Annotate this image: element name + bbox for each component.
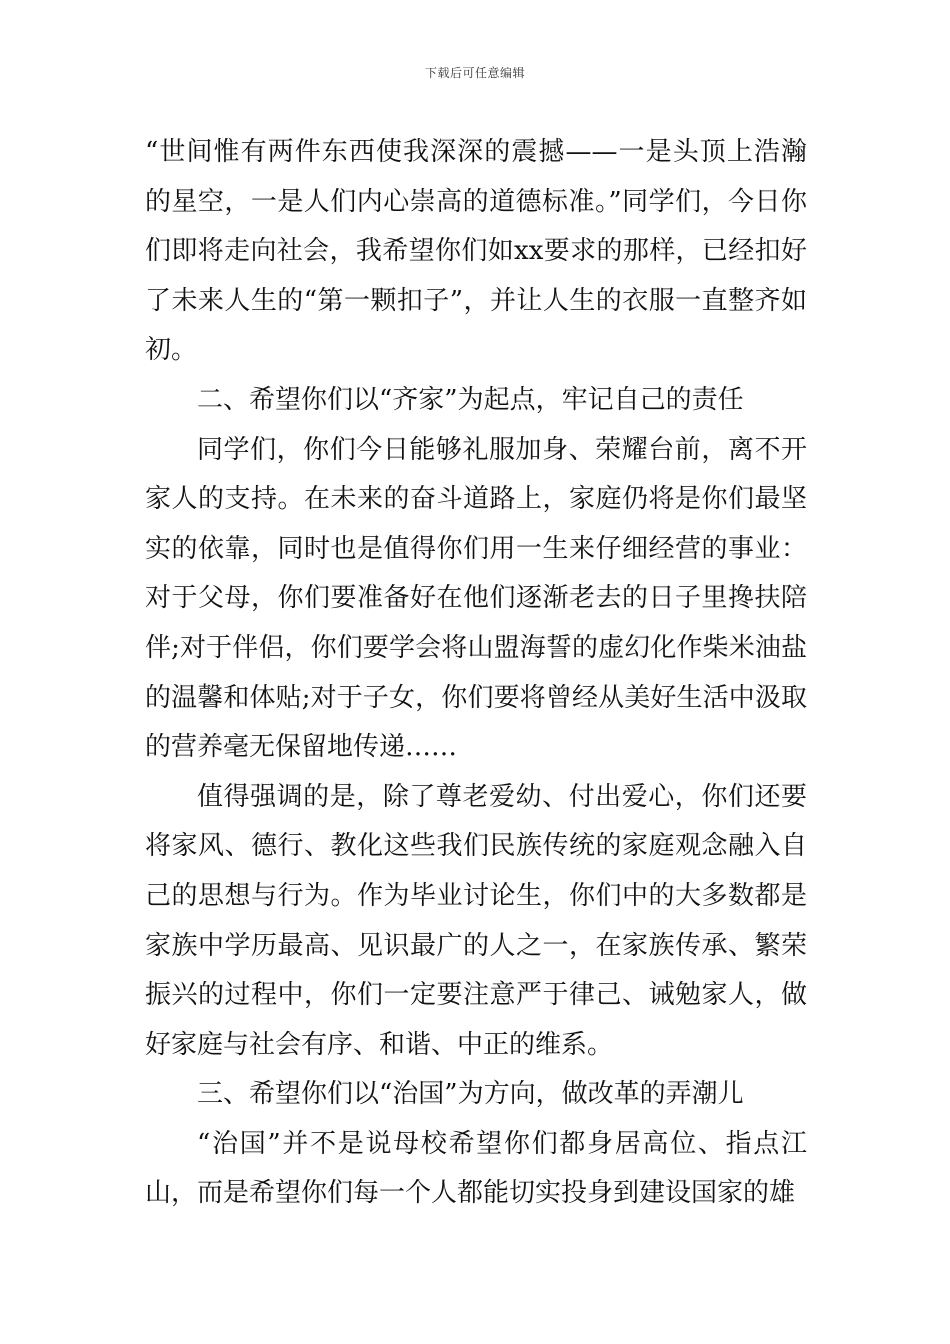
section-heading-qijia: 二、希望你们以“齐家”为起点，牢记自己的责任 (197, 384, 744, 415)
paragraph-family-support: 同学们，你们今日能够礼服加身、荣耀台前，离不开家人的支持。在未来的奋斗道路上，家庭仍将是你们最坚实的依靠，同时也是值得你们用一生来仔细经营的事业：对于父母，你们要准备好在他们逐渐老去的日子里搀扶陪伴;对于伴侣，你们要学会将山盟海誓的虚幻化作柴米油盐的温馨和体贴;对于子女，你们要将曾经从美好生活中汲取的营养毫无保留地传递…… (145, 434, 807, 763)
document-body (145, 128, 807, 1219)
paragraph-zhiguo: “治国”并不是说母校希望你们都身居高位、指点江山，而是希望你们每一个人都能切实投身到建设国家的雄 (145, 1128, 807, 1209)
section-heading-zhiguo: 三、希望你们以“治国”为方向，做改革的弄潮儿 (197, 1079, 744, 1110)
page-header: 下载后可任意编辑 (424, 66, 525, 80)
paragraph-quote: “世间惟有两件东西使我深深的震撼——一是头顶上浩瀚的星空，一是人们内心崇高的道德标准。”同学们，今日你们即将走向社会，我希望你们如xx要求的那样，已经扣好了未来人生的“第一颗扣子”，并让人生的衣服一直整齐如初。 (145, 137, 807, 366)
paragraph-family-values: 值得强调的是，除了尊老爱幼、付出爱心，你们还要将家风、德行、教化这些我们民族传统的家庭观念融入自己的思想与行为。作为毕业讨论生，你们中的大多数都是家族中学历最高、见识最广的人之一，在家族传承、繁荣振兴的过程中，你们一定要注意严于律己、诫勉家人，做好家庭与社会有序、和谐、中正的维系。 (145, 781, 807, 1060)
